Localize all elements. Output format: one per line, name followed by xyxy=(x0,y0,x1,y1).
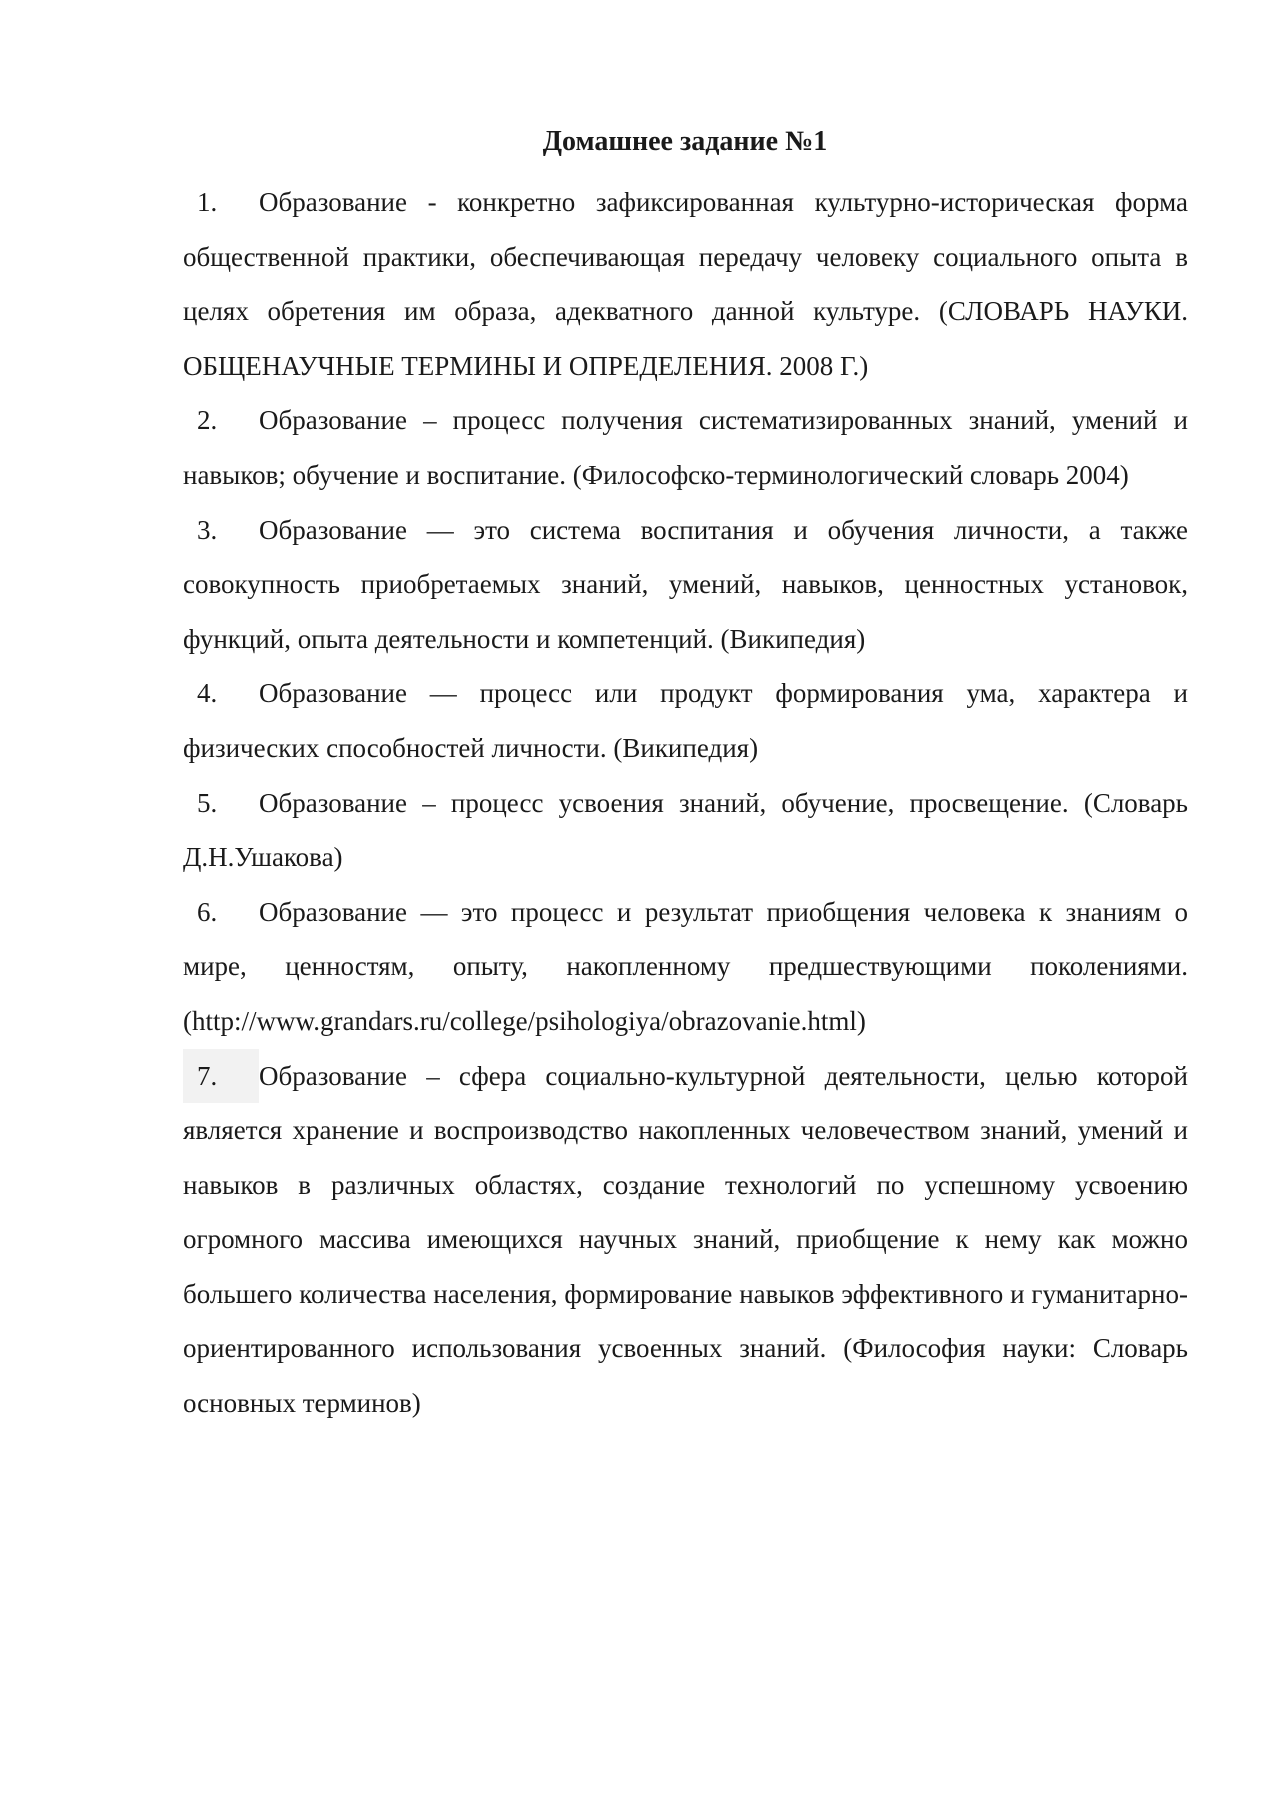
list-item xyxy=(183,885,1188,1049)
item-text: Образование — это система воспитания и обучения личности, а также совокупность приобретаемых знаний, умений, навыков, ценностных установок, функций, опыта деятельности и компетенций. (Википедия) xyxy=(183,514,1188,654)
item-text: Образование — это процесс и результат приобщения человека к знаниям о мире, ценностям, опыту, накопленному предшествующими поколениями. (http://www.grandars.ru/college/psihologiya/obrazovanie.html) xyxy=(183,896,1188,1036)
item-number: 1. xyxy=(197,187,218,217)
item-number: 2. xyxy=(197,405,218,436)
item-text: Образование – сфера социально-культурной деятельности, целью которой является хранение и воспроизводство накопленных человечеством знаний, умений и навыков в различных областях, создание технологий по успешному усвоению огромного массива имеющихся научных знаний, приобщение к нему как можно большего количества населения, формирование навыков эффективного и гуманитарно-ориентированного использования усвоенных знаний. (Философия науки: Словарь основных терминов) xyxy=(183,1060,1188,1419)
list-item xyxy=(183,1049,1188,1431)
item-number: 7. xyxy=(183,1049,259,1104)
item-text: Образование – процесс получения систематизированных знаний, умений и навыков; обучение и воспитание. (Философско-терминологический словарь 2004) xyxy=(183,405,1188,490)
item-text: Образование - конкретно зафиксированная культурно-историческая форма общественной практики, обеспечивающая передачу человеку социального опыта в целях обретения им образа, адекватного данной культуре. (СЛОВАРЬ НАУКИ. ОБЩЕНАУЧНЫЕ ТЕРМИНЫ И ОПРЕДЕЛЕНИЯ. 2008 Г.) xyxy=(183,187,1188,381)
item-text: Образование — процесс или продукт формирования ума, характера и физических способностей личности. (Википедия) xyxy=(183,678,1188,763)
definitions-list xyxy=(183,175,1188,1431)
item-number: 4. xyxy=(197,678,218,709)
item-number: 6. xyxy=(197,896,218,927)
list-item xyxy=(183,503,1188,667)
list-item xyxy=(183,393,1188,502)
list-item xyxy=(183,776,1188,885)
item-text: Образование – процесс усвоения знаний, обучение, просвещение. (Словарь Д.Н.Ушакова) xyxy=(183,787,1188,873)
document-title: Домашнее задание №1 xyxy=(542,126,828,157)
list-item xyxy=(183,666,1188,775)
item-number: 5. xyxy=(197,787,218,818)
list-item xyxy=(183,175,1188,393)
item-number: 3. xyxy=(197,514,218,545)
